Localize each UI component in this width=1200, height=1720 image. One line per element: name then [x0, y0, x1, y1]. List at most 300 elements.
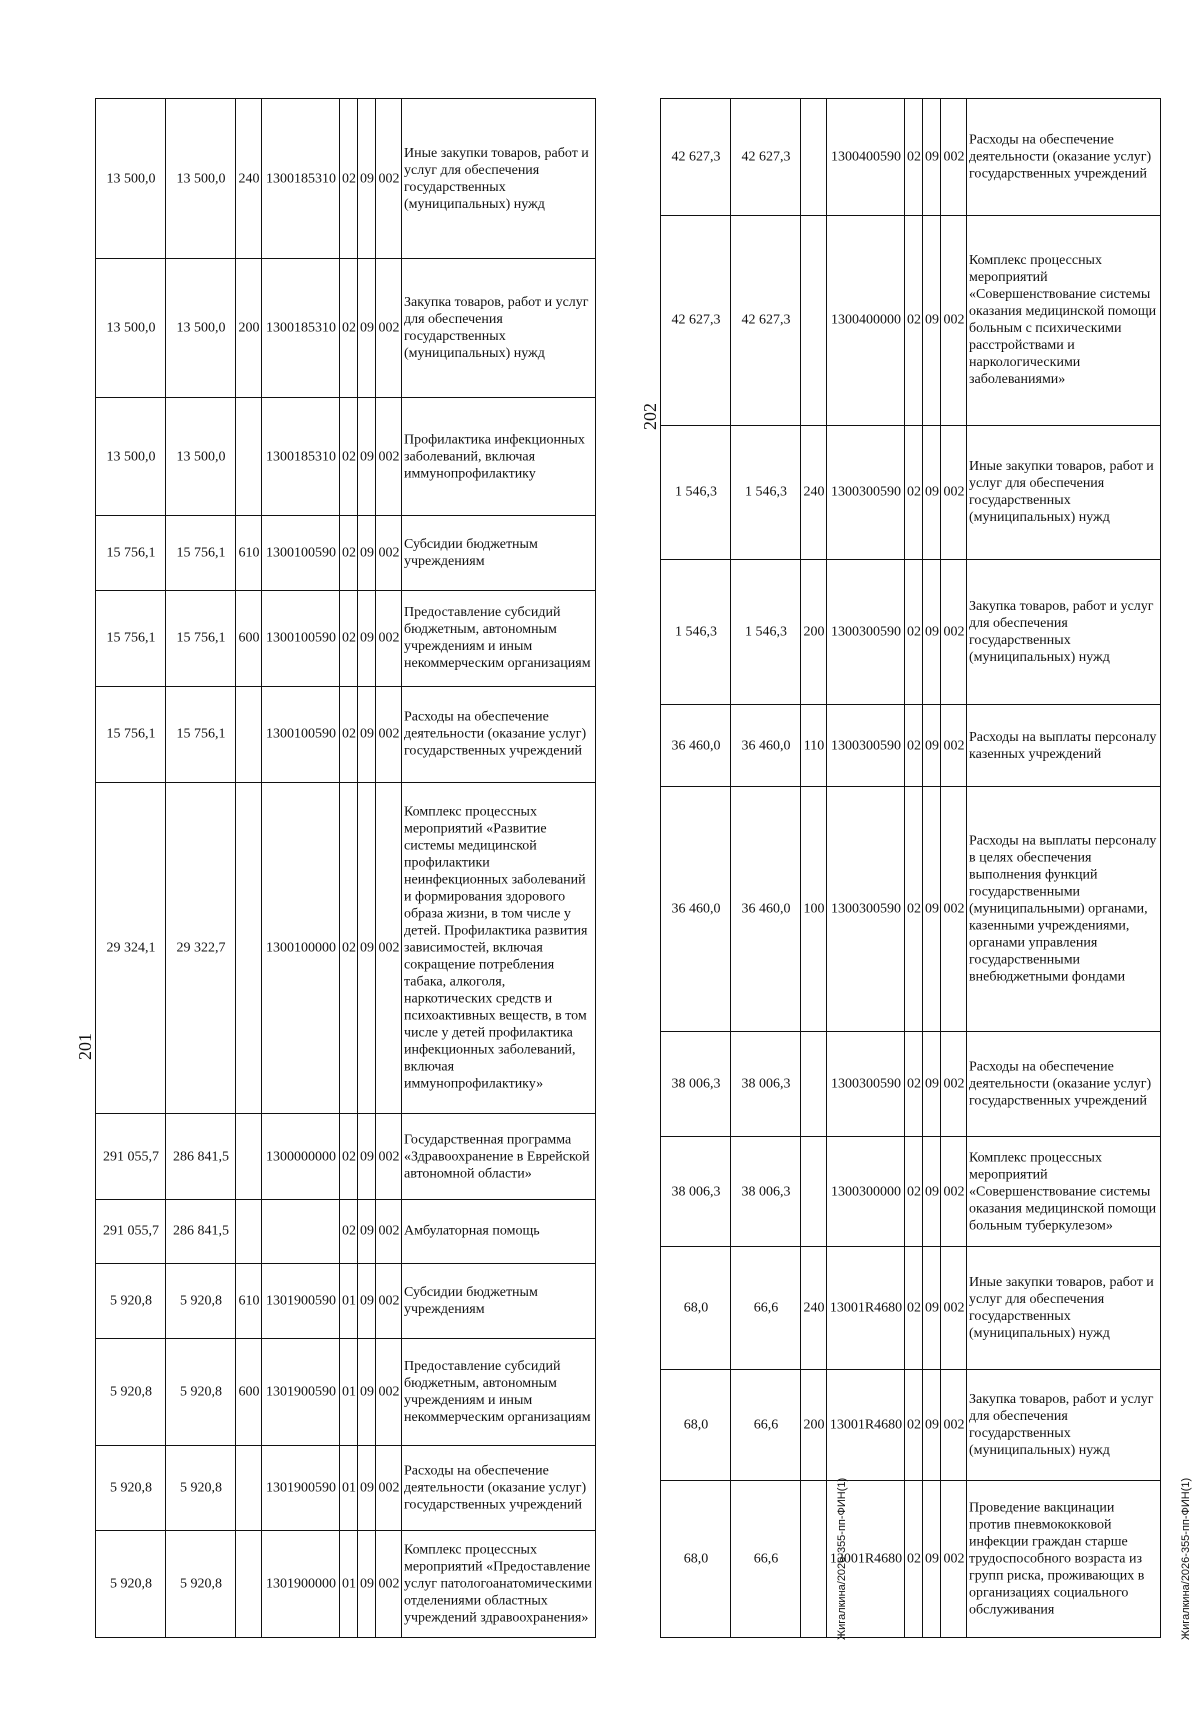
row-vr-cell	[236, 398, 262, 516]
row-grbs-cell	[941, 1136, 967, 1247]
row-v1: 15 756,1	[176, 630, 225, 646]
row-name: Расходы на обеспечение деятельности (оказание услуг) государственных учреждений	[968, 1059, 1151, 1109]
row-csr: 1300400000	[830, 312, 901, 328]
row-grbs-cell	[376, 1263, 402, 1338]
row-v1: 66,6	[753, 1300, 778, 1316]
row-csr: 1301900590	[265, 1384, 336, 1400]
row-grbs: 002	[943, 312, 964, 328]
row-csr: 1300300590	[830, 901, 901, 917]
row-name-cell	[402, 99, 596, 259]
row-v1-cell	[166, 783, 236, 1114]
row-v2-cell	[96, 259, 166, 398]
row-rz: 09	[359, 1149, 374, 1165]
row-csr-cell	[827, 215, 905, 425]
row-vr: 240	[803, 1300, 824, 1316]
row-v2-cell	[96, 1114, 166, 1200]
row-pr-cell	[340, 515, 358, 590]
row-csr: 13001R4680	[829, 1300, 902, 1316]
row-name: Расходы на обеспечение деятельности (оказание услуг) государственных учреждений	[403, 1463, 586, 1513]
row-rz: 09	[924, 1076, 939, 1092]
row-v1-cell	[166, 259, 236, 398]
row-v1: 13 500,0	[176, 171, 225, 187]
row-v2: 15 756,1	[106, 545, 155, 561]
row-csr: 1300300000	[830, 1184, 901, 1200]
row-csr: 1301900590	[265, 1293, 336, 1309]
row-vr-cell	[236, 783, 262, 1114]
row-grbs-cell	[376, 1531, 402, 1638]
row-pr: 02	[906, 1551, 921, 1567]
row-rz-cell	[923, 425, 941, 559]
row-v2-cell	[661, 786, 731, 1031]
row-v2-cell	[96, 1338, 166, 1445]
row-name-cell	[402, 1445, 596, 1531]
row-rz: 09	[924, 484, 939, 500]
row-v1: 36 460,0	[741, 901, 790, 917]
row-pr-cell	[905, 786, 923, 1031]
row-pr-cell	[340, 686, 358, 782]
row-csr: 1300300590	[830, 624, 901, 640]
row-csr: 1300000000	[265, 1149, 336, 1165]
row-v2-cell	[661, 1136, 731, 1247]
row-vr-cell	[801, 1369, 827, 1480]
row-name: Комплекс процессных мероприятий «Совершенствование системы оказания медицинской помощи больным с психическими расстройствами и наркологическими заболеваниями»	[968, 253, 1156, 388]
row-csr: 1300100590	[265, 545, 336, 561]
row-pr-cell	[905, 1369, 923, 1480]
row-rz: 09	[924, 738, 939, 754]
row-csr-cell	[827, 425, 905, 559]
row-v1-cell	[731, 1369, 801, 1480]
row-v2-cell	[96, 515, 166, 590]
row-csr: 1300185310	[265, 171, 336, 187]
row-grbs-cell	[941, 786, 967, 1031]
row-pr: 02	[341, 630, 356, 646]
row-v1-cell	[166, 1199, 236, 1263]
row-v2-cell	[96, 783, 166, 1114]
row-pr: 02	[341, 1223, 356, 1239]
row-rz-cell	[923, 1369, 941, 1480]
row-v2: 5 920,8	[109, 1576, 152, 1592]
row-v1: 66,6	[753, 1417, 778, 1433]
row-grbs-cell	[376, 1114, 402, 1200]
row-v2-cell	[661, 1247, 731, 1369]
row-pr: 02	[906, 1417, 921, 1433]
row-csr-cell	[827, 1480, 905, 1637]
row-vr-cell	[236, 1263, 262, 1338]
row-csr: 1300400590	[830, 149, 901, 165]
row-v2: 42 627,3	[671, 149, 720, 165]
row-grbs-cell	[376, 515, 402, 590]
row-vr-cell	[801, 1031, 827, 1136]
row-rz: 09	[359, 726, 374, 742]
row-v2: 68,0	[683, 1551, 708, 1567]
row-v1-cell	[166, 1338, 236, 1445]
row-v2: 1 546,3	[674, 624, 717, 640]
row-v1-cell	[731, 1480, 801, 1637]
row-pr-cell	[905, 425, 923, 559]
row-vr-cell	[236, 686, 262, 782]
row-grbs: 002	[378, 726, 399, 742]
row-rz-cell	[358, 398, 376, 516]
row-grbs: 002	[378, 1223, 399, 1239]
row-v1: 286 841,5	[172, 1223, 229, 1239]
row-v1: 5 920,8	[179, 1293, 222, 1309]
row-rz-cell	[923, 1136, 941, 1247]
row-rz-cell	[358, 1114, 376, 1200]
row-name-cell	[967, 1031, 1161, 1136]
row-grbs-cell	[941, 1247, 967, 1369]
row-grbs-cell	[376, 99, 402, 259]
row-rz: 09	[924, 1417, 939, 1433]
row-pr: 02	[341, 726, 356, 742]
row-pr-cell	[340, 1114, 358, 1200]
row-grbs: 002	[378, 320, 399, 336]
row-rz: 09	[359, 1480, 374, 1496]
row-name: Проведение вакцинации против пневмококковой инфекции граждан старше трудоспособного возраста из групп риска, проживающих в организациях социального обслуживания	[968, 1500, 1144, 1618]
row-pr: 02	[341, 320, 356, 336]
row-v2: 5 920,8	[109, 1293, 152, 1309]
row-v1-cell	[731, 705, 801, 787]
budget-page-201	[95, 98, 595, 1638]
row-pr-cell	[340, 783, 358, 1114]
row-grbs: 002	[378, 1384, 399, 1400]
row-rz-cell	[923, 559, 941, 705]
row-pr: 01	[341, 1384, 356, 1400]
row-v1-cell	[731, 1247, 801, 1369]
row-vr-cell	[236, 259, 262, 398]
row-rz-cell	[358, 590, 376, 686]
row-v1-cell	[731, 425, 801, 559]
row-name-cell	[967, 1480, 1161, 1637]
row-rz-cell	[923, 99, 941, 216]
row-v2-cell	[96, 1531, 166, 1638]
row-name: Предоставление субсидий бюджетным, автономным учреждениям и иным некоммерческим организациям	[403, 1358, 591, 1425]
row-v1: 15 756,1	[176, 545, 225, 561]
row-grbs: 002	[943, 901, 964, 917]
row-v1-cell	[166, 99, 236, 259]
row-csr-cell	[262, 515, 340, 590]
row-grbs: 002	[378, 1480, 399, 1496]
row-pr-cell	[905, 1480, 923, 1637]
row-pr-cell	[340, 1338, 358, 1445]
row-v1: 38 006,3	[741, 1076, 790, 1092]
row-name-cell	[402, 686, 596, 782]
row-grbs: 002	[943, 1184, 964, 1200]
row-csr: 1300100590	[265, 630, 336, 646]
row-pr-cell	[905, 559, 923, 705]
row-pr: 01	[341, 1480, 356, 1496]
row-grbs-cell	[941, 99, 967, 216]
row-vr-cell	[801, 425, 827, 559]
row-v2: 291 055,7	[102, 1223, 159, 1239]
row-rz: 09	[924, 1300, 939, 1316]
row-vr-cell	[236, 1199, 262, 1263]
row-grbs-cell	[376, 398, 402, 516]
row-v1-cell	[166, 1445, 236, 1531]
row-v1-cell	[166, 515, 236, 590]
row-v1: 66,6	[753, 1551, 778, 1567]
row-csr-cell	[827, 1369, 905, 1480]
row-grbs-cell	[376, 1338, 402, 1445]
row-v2-cell	[96, 590, 166, 686]
row-v1-cell	[166, 1531, 236, 1638]
row-grbs: 002	[943, 1300, 964, 1316]
row-grbs: 002	[943, 738, 964, 754]
row-name-cell	[967, 705, 1161, 787]
row-v2: 291 055,7	[102, 1149, 159, 1165]
row-vr: 240	[803, 484, 824, 500]
row-grbs-cell	[941, 1480, 967, 1637]
row-v2-cell	[661, 1369, 731, 1480]
row-pr-cell	[905, 1247, 923, 1369]
row-pr-cell	[905, 99, 923, 216]
row-csr: 13001R4680	[829, 1551, 902, 1567]
row-pr: 02	[906, 1076, 921, 1092]
row-csr-cell	[262, 259, 340, 398]
row-pr-cell	[340, 1531, 358, 1638]
row-rz: 09	[359, 1223, 374, 1239]
row-rz: 09	[359, 320, 374, 336]
row-name-cell	[402, 1531, 596, 1638]
row-rz-cell	[923, 215, 941, 425]
row-vr-cell	[801, 1136, 827, 1247]
row-rz-cell	[358, 1263, 376, 1338]
row-rz: 09	[924, 312, 939, 328]
row-grbs: 002	[378, 1576, 399, 1592]
row-pr: 02	[341, 171, 356, 187]
row-pr: 02	[906, 738, 921, 754]
row-vr-cell	[236, 1531, 262, 1638]
row-name-cell	[967, 425, 1161, 559]
row-grbs: 002	[943, 484, 964, 500]
row-rz: 09	[359, 1384, 374, 1400]
row-name-cell	[402, 1263, 596, 1338]
row-csr-cell	[262, 1531, 340, 1638]
row-name: Амбулаторная помощь	[403, 1223, 540, 1239]
row-vr: 200	[803, 624, 824, 640]
row-pr-cell	[340, 99, 358, 259]
row-name-cell	[402, 783, 596, 1114]
row-v1: 36 460,0	[741, 738, 790, 754]
row-pr-cell	[340, 1263, 358, 1338]
row-v1-cell	[731, 786, 801, 1031]
row-rz-cell	[358, 1199, 376, 1263]
row-v1: 5 920,8	[179, 1480, 222, 1496]
row-csr: 1300300590	[830, 484, 901, 500]
row-name: Иные закупки товаров, работ и услуг для обеспечения государственных (муниципальных) нужд	[968, 1275, 1154, 1342]
row-name-cell	[402, 1199, 596, 1263]
row-name: Субсидии бюджетным учреждениям	[403, 1284, 538, 1317]
row-vr-cell	[236, 99, 262, 259]
row-v2: 5 920,8	[109, 1384, 152, 1400]
row-vr-cell	[801, 559, 827, 705]
row-rz: 09	[924, 1551, 939, 1567]
row-name: Закупка товаров, работ и услуг для обеспечения государственных (муниципальных) нужд	[968, 598, 1154, 665]
row-name: Расходы на обеспечение деятельности (оказание услуг) государственных учреждений	[403, 709, 586, 759]
row-grbs: 002	[378, 940, 399, 956]
row-vr: 240	[238, 171, 259, 187]
row-v2: 36 460,0	[671, 901, 720, 917]
row-csr: 13001R4680	[829, 1417, 902, 1433]
row-name: Расходы на обеспечение деятельности (оказание услуг) государственных учреждений	[968, 132, 1151, 182]
row-csr-cell	[262, 590, 340, 686]
row-grbs-cell	[376, 259, 402, 398]
row-name: Предоставление субсидий бюджетным, автономным учреждениям и иным некоммерческим организациям	[403, 605, 591, 672]
row-grbs: 002	[378, 171, 399, 187]
row-grbs: 002	[378, 630, 399, 646]
row-pr: 02	[341, 1149, 356, 1165]
row-v2-cell	[661, 705, 731, 787]
row-v1-cell	[731, 559, 801, 705]
row-v2-cell	[661, 99, 731, 216]
row-v1-cell	[166, 590, 236, 686]
row-v2-cell	[96, 398, 166, 516]
row-grbs: 002	[943, 149, 964, 165]
row-csr-cell	[827, 559, 905, 705]
row-vr: 110	[803, 738, 824, 754]
row-pr: 02	[906, 624, 921, 640]
row-name-cell	[402, 398, 596, 516]
row-pr: 02	[341, 545, 356, 561]
row-csr-cell	[827, 705, 905, 787]
row-vr-cell	[801, 1480, 827, 1637]
row-vr: 610	[238, 545, 259, 561]
row-name-cell	[402, 1338, 596, 1445]
row-v2: 13 500,0	[106, 171, 155, 187]
row-name-cell	[402, 515, 596, 590]
row-v2-cell	[661, 1480, 731, 1637]
row-pr: 02	[906, 1184, 921, 1200]
row-grbs: 002	[943, 1551, 964, 1567]
row-v1: 38 006,3	[741, 1184, 790, 1200]
row-v2: 13 500,0	[106, 449, 155, 465]
row-rz-cell	[923, 786, 941, 1031]
row-grbs: 002	[378, 545, 399, 561]
row-vr: 600	[238, 630, 259, 646]
budget-table	[95, 98, 596, 1638]
row-v1-cell	[166, 1114, 236, 1200]
row-name-cell	[967, 215, 1161, 425]
row-pr-cell	[905, 1136, 923, 1247]
row-csr: 1300300590	[830, 738, 901, 754]
row-rz: 09	[359, 1576, 374, 1592]
row-v1: 42 627,3	[741, 149, 790, 165]
row-csr-cell	[262, 686, 340, 782]
row-csr: 1300300590	[830, 1076, 901, 1092]
row-csr-cell	[827, 99, 905, 216]
row-grbs: 002	[378, 1149, 399, 1165]
row-pr-cell	[340, 590, 358, 686]
row-rz: 09	[924, 149, 939, 165]
row-name-cell	[967, 1247, 1161, 1369]
row-grbs-cell	[941, 705, 967, 787]
row-name: Комплекс процессных мероприятий «Предоставление услуг патологоанатомическими отделениями областных учреждений здравоохранения»	[403, 1542, 592, 1626]
row-csr-cell	[827, 786, 905, 1031]
row-name: Комплекс процессных мероприятий «Совершенствование системы оказания медицинской помощи больным туберкулезом»	[968, 1150, 1156, 1234]
row-v2-cell	[661, 1031, 731, 1136]
row-rz: 09	[359, 1293, 374, 1309]
row-v2: 15 756,1	[106, 630, 155, 646]
row-v2: 36 460,0	[671, 738, 720, 754]
row-v1: 5 920,8	[179, 1384, 222, 1400]
row-vr: 610	[238, 1293, 259, 1309]
row-v1: 1 546,3	[744, 624, 787, 640]
page-number: 202	[640, 403, 660, 430]
budget-page-202	[660, 98, 1160, 1638]
row-csr-cell	[262, 99, 340, 259]
row-pr-cell	[340, 398, 358, 516]
row-name-cell	[967, 1136, 1161, 1247]
row-vr-cell	[236, 1338, 262, 1445]
row-pr: 02	[906, 901, 921, 917]
row-vr-cell	[801, 99, 827, 216]
row-vr-cell	[236, 590, 262, 686]
row-v2-cell	[661, 215, 731, 425]
row-csr: 1300100590	[265, 726, 336, 742]
row-name-cell	[967, 99, 1161, 216]
row-grbs-cell	[941, 1031, 967, 1136]
row-rz: 09	[359, 940, 374, 956]
row-vr-cell	[236, 1114, 262, 1200]
page-footer: Жигалкина/2026-355-пп-ФИН(1)	[836, 1477, 848, 1640]
row-v1: 15 756,1	[176, 726, 225, 742]
row-pr: 02	[906, 1300, 921, 1316]
row-v1-cell	[166, 1263, 236, 1338]
row-v2-cell	[96, 1445, 166, 1531]
row-pr-cell	[340, 259, 358, 398]
row-pr: 02	[341, 940, 356, 956]
row-grbs-cell	[376, 686, 402, 782]
row-v1: 5 920,8	[179, 1576, 222, 1592]
row-grbs-cell	[941, 425, 967, 559]
row-csr-cell	[827, 1031, 905, 1136]
row-vr: 600	[238, 1384, 259, 1400]
row-name-cell	[402, 590, 596, 686]
row-grbs: 002	[378, 1293, 399, 1309]
row-pr-cell	[905, 215, 923, 425]
row-rz-cell	[358, 1531, 376, 1638]
row-rz-cell	[358, 259, 376, 398]
row-rz: 09	[359, 545, 374, 561]
row-v2: 38 006,3	[671, 1076, 720, 1092]
row-grbs: 002	[378, 449, 399, 465]
row-v1: 13 500,0	[176, 449, 225, 465]
row-rz-cell	[358, 99, 376, 259]
row-name: Профилактика инфекционных заболеваний, включая иммунопрофилактику	[403, 432, 585, 482]
row-grbs: 002	[943, 624, 964, 640]
row-csr: 1300185310	[265, 320, 336, 336]
row-v1-cell	[166, 686, 236, 782]
row-csr-cell	[262, 1199, 340, 1263]
row-csr-cell	[262, 1263, 340, 1338]
row-name: Расходы на выплаты персоналу казенных учреждений	[968, 729, 1156, 762]
row-vr-cell	[801, 215, 827, 425]
row-v1: 42 627,3	[741, 312, 790, 328]
row-grbs-cell	[941, 1369, 967, 1480]
row-rz: 09	[359, 171, 374, 187]
row-vr-cell	[236, 515, 262, 590]
row-name: Расходы на выплаты персоналу в целях обеспечения выполнения функций государственными (муниципальными) органами, казенными учреждениями, органами управления государственными внебюджетными фондами	[968, 833, 1156, 985]
page-footer: Жигалкина/2026-355-пп-ФИН(1)	[1180, 1477, 1192, 1640]
row-name-cell	[402, 1114, 596, 1200]
row-v2-cell	[96, 99, 166, 259]
row-rz-cell	[923, 1480, 941, 1637]
row-rz-cell	[358, 783, 376, 1114]
row-v2: 68,0	[683, 1300, 708, 1316]
row-pr: 02	[906, 149, 921, 165]
row-v1-cell	[731, 215, 801, 425]
row-csr: 1301900590	[265, 1480, 336, 1496]
row-pr: 01	[341, 1576, 356, 1592]
